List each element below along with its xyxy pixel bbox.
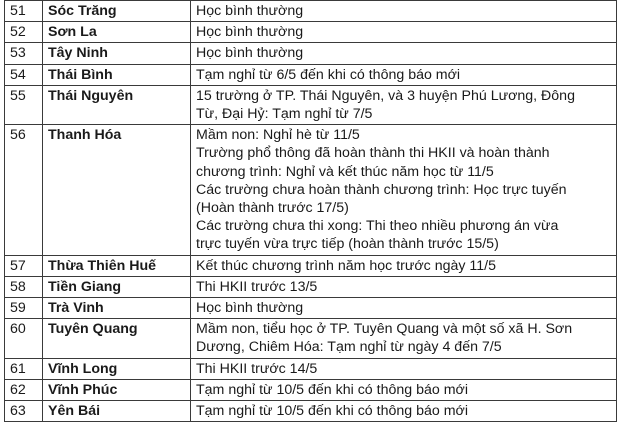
status-line: Học bình thường <box>196 24 304 41</box>
row-number: 52 <box>5 22 43 43</box>
row-number: 57 <box>5 255 43 276</box>
row-number: 51 <box>5 1 43 22</box>
status-line: Trường phổ thông đã hoàn thành thi HKII và hoàn thành <box>196 145 550 162</box>
province-name: Yên Bái <box>43 401 191 422</box>
school-status <box>191 85 617 124</box>
school-status <box>191 64 617 85</box>
row-number: 58 <box>5 276 43 297</box>
row-number: 56 <box>5 125 43 255</box>
status-line: Học bình thường <box>196 45 304 62</box>
province-status-table <box>4 0 617 422</box>
school-status <box>191 358 617 379</box>
status-line: Thi HKII trước 14/5 <box>196 360 318 377</box>
row-number: 55 <box>5 85 43 124</box>
table-row <box>5 255 617 276</box>
row-number: 61 <box>5 358 43 379</box>
status-line: Dương, Chiêm Hóa: Tạm nghỉ từ ngày 4 đến 7/5 <box>196 339 502 356</box>
school-status <box>191 276 617 297</box>
status-line: Từ, Đại Hỷ: Tạm nghỉ từ 7/5 <box>196 106 373 123</box>
table-body <box>5 1 617 422</box>
province-name: Thái Bình <box>43 64 191 85</box>
table-row <box>5 64 617 85</box>
status-line: Tạm nghỉ từ 6/5 đến khi có thông báo mới <box>196 66 461 83</box>
status-line: Học bình thường <box>196 3 304 19</box>
table-row <box>5 319 617 358</box>
school-status <box>191 298 617 319</box>
province-name: Thanh Hóa <box>43 125 191 255</box>
status-line: 15 trường ở TP. Thái Nguyên, và 3 huyện Phú Lương, Đông <box>196 87 575 104</box>
table-row <box>5 358 617 379</box>
school-status <box>191 22 617 43</box>
row-number: 62 <box>5 379 43 400</box>
table-row <box>5 379 617 400</box>
province-name: Thái Nguyên <box>43 85 191 124</box>
status-line: Các trường chưa thi xong: Thi theo nhiều phương án vừa <box>196 218 559 235</box>
province-name: Trà Vinh <box>43 298 191 319</box>
table-row <box>5 85 617 124</box>
status-line: chương trình: Nghỉ và kết thúc năm học từ 11/5 <box>196 163 494 180</box>
row-number: 60 <box>5 319 43 358</box>
table-row <box>5 298 617 319</box>
status-line: Các trường chưa hoàn thành chương trình: Học trực tuyến <box>196 181 567 198</box>
province-name: Vĩnh Long <box>43 358 191 379</box>
school-status <box>191 125 617 255</box>
table-row <box>5 43 617 64</box>
status-line: Tạm nghỉ từ 10/5 đến khi có thông báo mới <box>196 381 468 398</box>
status-line: Mầm non, tiểu học ở TP. Tuyên Quang và một số xã H. Sơn <box>196 321 573 338</box>
table-row <box>5 125 617 255</box>
school-status <box>191 319 617 358</box>
province-name: Tuyên Quang <box>43 319 191 358</box>
status-line: Mầm non: Nghỉ hè từ 11/5 <box>196 127 360 144</box>
status-line: Kết thúc chương trình năm học trước ngày 11/5 <box>196 257 496 274</box>
school-status <box>191 1 617 22</box>
status-line: Thi HKII trước 13/5 <box>196 278 318 295</box>
table-row <box>5 22 617 43</box>
school-status <box>191 379 617 400</box>
row-number: 59 <box>5 298 43 319</box>
status-line: Học bình thường <box>196 300 304 317</box>
row-number: 54 <box>5 64 43 85</box>
province-name: Sơn La <box>43 22 191 43</box>
row-number: 63 <box>5 401 43 422</box>
province-name: Tây Ninh <box>43 43 191 64</box>
school-status <box>191 43 617 64</box>
province-name: Tiền Giang <box>43 276 191 297</box>
status-line: Tạm nghỉ từ 10/5 đến khi có thông báo mới <box>196 403 468 420</box>
province-name: Sóc Trăng <box>43 1 191 22</box>
status-line: (Hoàn thành trước 17/5) <box>196 200 349 217</box>
school-status <box>191 255 617 276</box>
table-row <box>5 401 617 422</box>
status-line: trực tuyến vừa trực tiếp (hoàn thành trước 15/5) <box>196 236 499 253</box>
province-name: Vĩnh Phúc <box>43 379 191 400</box>
school-status <box>191 401 617 422</box>
row-number: 53 <box>5 43 43 64</box>
table-row <box>5 276 617 297</box>
province-name: Thừa Thiên Huế <box>43 255 191 276</box>
table-row <box>5 1 617 22</box>
